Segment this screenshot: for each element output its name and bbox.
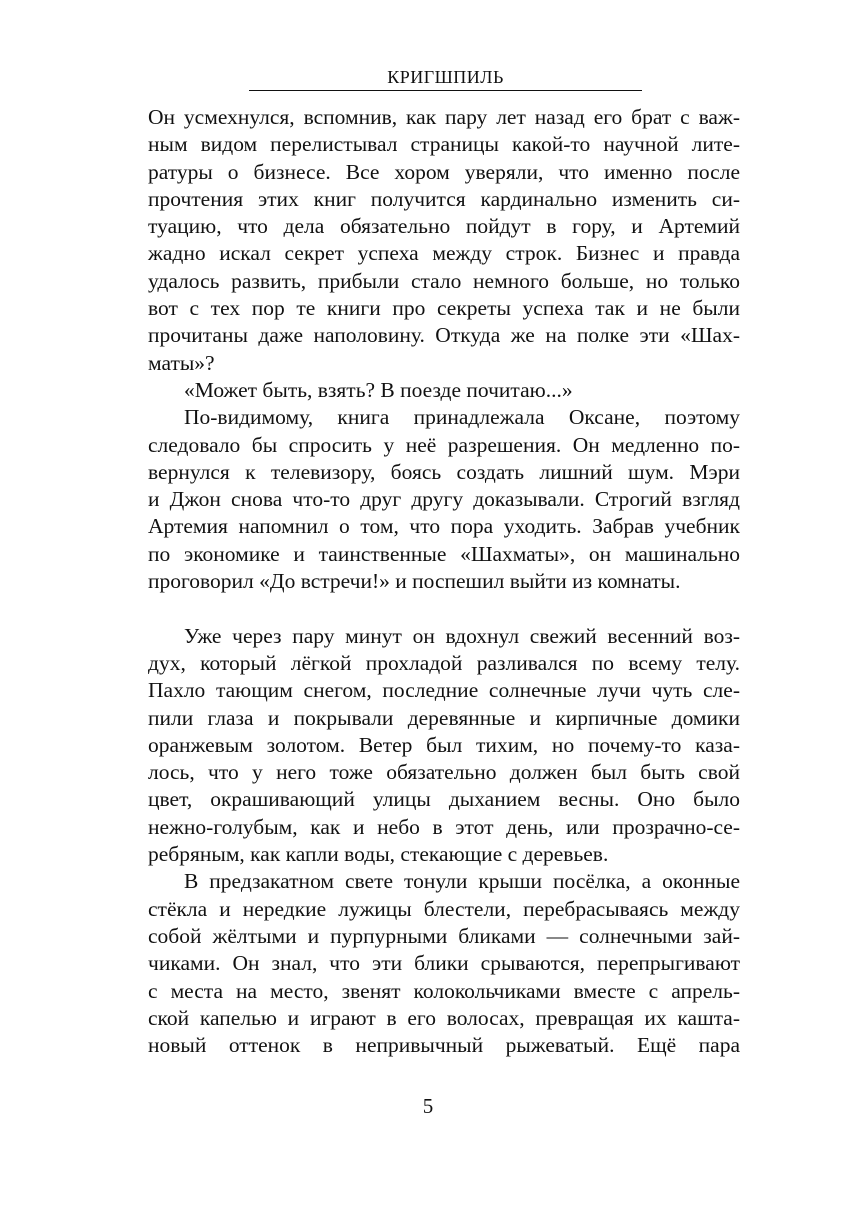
text-line: следовало бы спросить у неё разрешения. Он медленно по- xyxy=(148,432,740,457)
running-header: КРИГШПИЛЬ xyxy=(387,67,504,87)
text-line: удалось развить, прибыли стало немного больше, но только xyxy=(148,268,740,293)
body-text xyxy=(148,104,740,1059)
text-line: По-видимому, книга принадлежала Оксане, поэтому xyxy=(184,405,740,430)
text-line: дух, который лёгкой прохладой разливался по всему телу. xyxy=(148,650,740,675)
text-line: ным видом перелистывал страницы какой-то научной лите- xyxy=(148,132,740,157)
text-line: нежно-голубым, как и небо в этот день, или прозрачно-се- xyxy=(148,814,740,839)
text-line: проговорил «До встречи!» и поспешил выйти из комнаты. xyxy=(148,569,681,594)
text-line: жадно искал секрет успеха между строк. Бизнес и правда xyxy=(148,241,740,266)
text-line: оранжевым золотом. Ветер был тихим, но почему-то каза- xyxy=(148,732,740,757)
text-line: цвет, окрашивающий улицы дыханием весны. Оно было xyxy=(148,787,740,812)
text-line: ской капелью и играют в его волосах, превращая их кашта- xyxy=(148,1005,740,1030)
text-line: новый оттенок в непривычный рыжеватый. Ещё пара xyxy=(148,1033,740,1058)
text-line: чиками. Он знал, что эти блики срываются, перепрыгивают xyxy=(148,951,740,976)
text-line: собой жёлтыми и пурпурными бликами — солнечными зай- xyxy=(148,923,740,948)
text-line: туацию, что дела обязательно пойдут в гору, и Артемий xyxy=(148,214,740,239)
text-line: В предзакатном свете тонули крыши посёлка, а оконные xyxy=(184,869,740,894)
text-line: прочтения этих книг получится кардинально изменить си- xyxy=(148,186,740,211)
text-line: ратуры о бизнесе. Все хором уверяли, что именно после xyxy=(148,159,740,184)
text-line: лось, что у него тоже обязательно должен был быть свой xyxy=(148,760,740,785)
text-line: прочитаны даже наполовину. Откуда же на полке эти «Шах- xyxy=(148,323,740,348)
text-line: Он усмехнулся, вспомнив, как пару лет назад его брат с важ- xyxy=(148,105,740,129)
text-line: маты»? xyxy=(148,350,215,375)
page-number: 5 xyxy=(422,1094,434,1118)
text-line: стёкла и нередкие лужицы блестели, перебрасываясь между xyxy=(148,896,740,921)
text-line: «Может быть, взять? В поезде почитаю...» xyxy=(184,377,573,402)
text-line: вернулся к телевизору, боясь создать лишний шум. Мэри xyxy=(148,459,740,484)
text-line: и Джон снова что-то друг другу доказывали. Строгий взгляд xyxy=(148,487,740,512)
blank-line xyxy=(148,595,740,622)
text-line: по экономике и таинственные «Шахматы», он машинально xyxy=(148,541,740,566)
header-rule xyxy=(249,90,642,91)
text-line: вот с тех пор те книги про секреты успеха так и не были xyxy=(148,296,740,321)
text-line: Артемия напомнил о том, что пора уходить. Забрав учебник xyxy=(148,514,740,539)
text-line: Уже через пару минут он вдохнул свежий весенний воз- xyxy=(184,623,740,648)
text-line: с места на место, звенят колокольчиками вместе с апрель- xyxy=(148,978,740,1003)
text-line: ребряным, как капли воды, стекающие с деревьев. xyxy=(148,842,609,867)
text-line: пили глаза и покрывали деревянные и кирпичные домики xyxy=(148,705,740,730)
text-line: Пахло тающим снегом, последние солнечные лучи чуть сле- xyxy=(148,678,740,703)
